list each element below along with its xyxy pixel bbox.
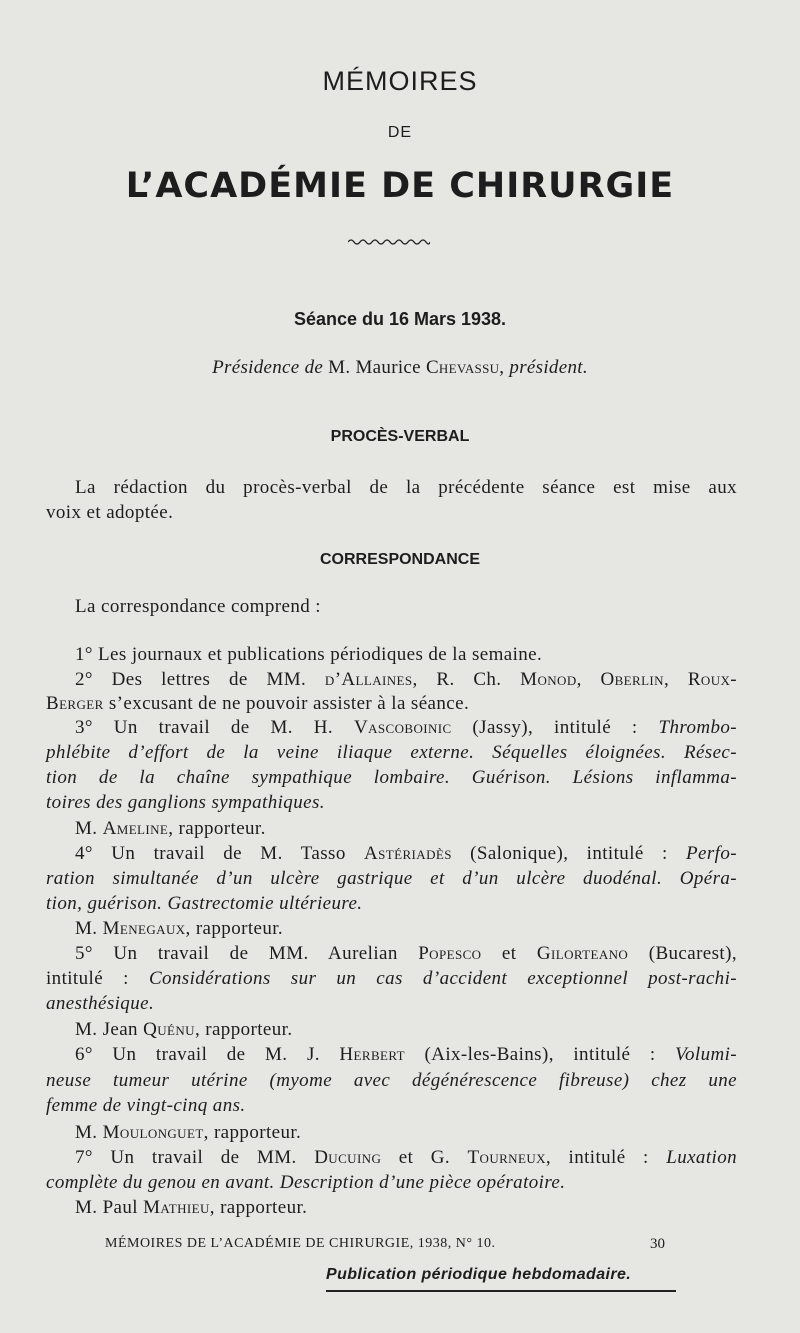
item-6-line-2: neuse tumeur utérine (myome avec dégénérescence fibreuse) chez une xyxy=(46,1070,737,1091)
item-3-line-3: tion de la chaîne sympathique lombaire. Guérison. Lésions inflamma- xyxy=(46,767,737,788)
publication-underline xyxy=(326,1290,676,1292)
heading-correspondance: CORRESPONDANCE xyxy=(319,551,480,568)
item-5-line-2: intitulé : Considérations sur un cas d’accident exceptionnel post-rachi- xyxy=(46,968,737,989)
pv-line-1: La rédaction du procès-verbal de la précédente séance est mise aux xyxy=(75,477,737,498)
president-name: Chevassu xyxy=(425,357,500,378)
item-7-line-2: complète du genou en avant. Description d’une pièce opératoire. xyxy=(46,1172,566,1193)
item-3-line-4: toires des ganglions sympathiques. xyxy=(46,792,325,813)
item-3-line-1: 3° Un travail de M. H. Vascoboinic (Jassy), intitulé : Thrombo- xyxy=(75,717,737,738)
correspondance-intro: La correspondance comprend : xyxy=(75,596,321,617)
item-6-line-3: femme de vingt-cinq ans. xyxy=(46,1095,246,1116)
item-5-line-1: 5° Un travail de MM. Aurelian Popesco et Gilorteano (Bucarest), xyxy=(75,943,737,964)
item-4-line-2: ration simultanée d’un ulcère gastrique et d’un ulcère duodénal. Opéra- xyxy=(46,868,737,889)
title-memoires: MÉMOIRES xyxy=(322,66,478,96)
item-2-line-2: Berger s’excusant de ne pouvoir assister à la séance. xyxy=(46,693,470,714)
item-4-line-1: 4° Un travail de M. Tasso Astériadès (Salonique), intitulé : Perfo- xyxy=(75,843,737,864)
item-3-rapporteur: M. Ameline, rapporteur. xyxy=(75,818,266,839)
item-6-line-1: 6° Un travail de M. J. Herbert (Aix-les-Bains), intitulé : Volumi- xyxy=(75,1044,737,1065)
item-3-line-2: phlébite d’effort de la veine iliaque externe. Séquelles éloignées. Résec- xyxy=(46,742,737,763)
presidence-line: Présidence de M. Maurice Chevassu, président. xyxy=(212,357,588,378)
heading-proces-verbal: PROCÈS-VERBAL xyxy=(330,428,470,445)
wavy-ornament-icon xyxy=(348,236,430,248)
presidence-m: M. Maurice xyxy=(328,357,421,378)
item-7-line-1: 7° Un travail de MM. Ducuing et G. Tourneux, intitulé : Luxation xyxy=(75,1147,737,1168)
item-4-rapporteur: M. Menegaux, rapporteur. xyxy=(75,918,284,939)
item-6-rapporteur: M. Moulonguet, rapporteur. xyxy=(75,1122,302,1143)
presidence-suffix: président. xyxy=(509,357,588,378)
page-number: 30 xyxy=(650,1236,665,1252)
seance-date: Séance du 16 Mars 1938. xyxy=(293,309,507,329)
item-1: 1° Les journaux et publications périodiques de la semaine. xyxy=(75,644,543,665)
item-5-rapporteur: M. Jean Quénu, rapporteur. xyxy=(75,1019,293,1040)
title-academie: L’ACADÉMIE DE CHIRURGIE xyxy=(125,166,675,206)
title-de: DE xyxy=(387,124,413,141)
pv-line-2: voix et adoptée. xyxy=(46,502,174,523)
item-4-line-3: tion, guérison. Gastrectomie ultérieure. xyxy=(46,893,363,914)
item-7-rapporteur: M. Paul Mathieu, rapporteur. xyxy=(75,1197,308,1218)
footer-journal: MÉMOIRES DE L’ACADÉMIE DE CHIRURGIE, 1938, N° 10. xyxy=(105,1236,496,1251)
publication-note: Publication périodique hebdomadaire. xyxy=(326,1266,632,1283)
item-2-line-1: 2° Des lettres de MM. d’Allaines, R. Ch. Monod, Oberlin, Roux- xyxy=(75,669,737,690)
presidence-prefix: Présidence de xyxy=(212,357,324,378)
item-5-line-3: anesthésique. xyxy=(46,993,155,1014)
